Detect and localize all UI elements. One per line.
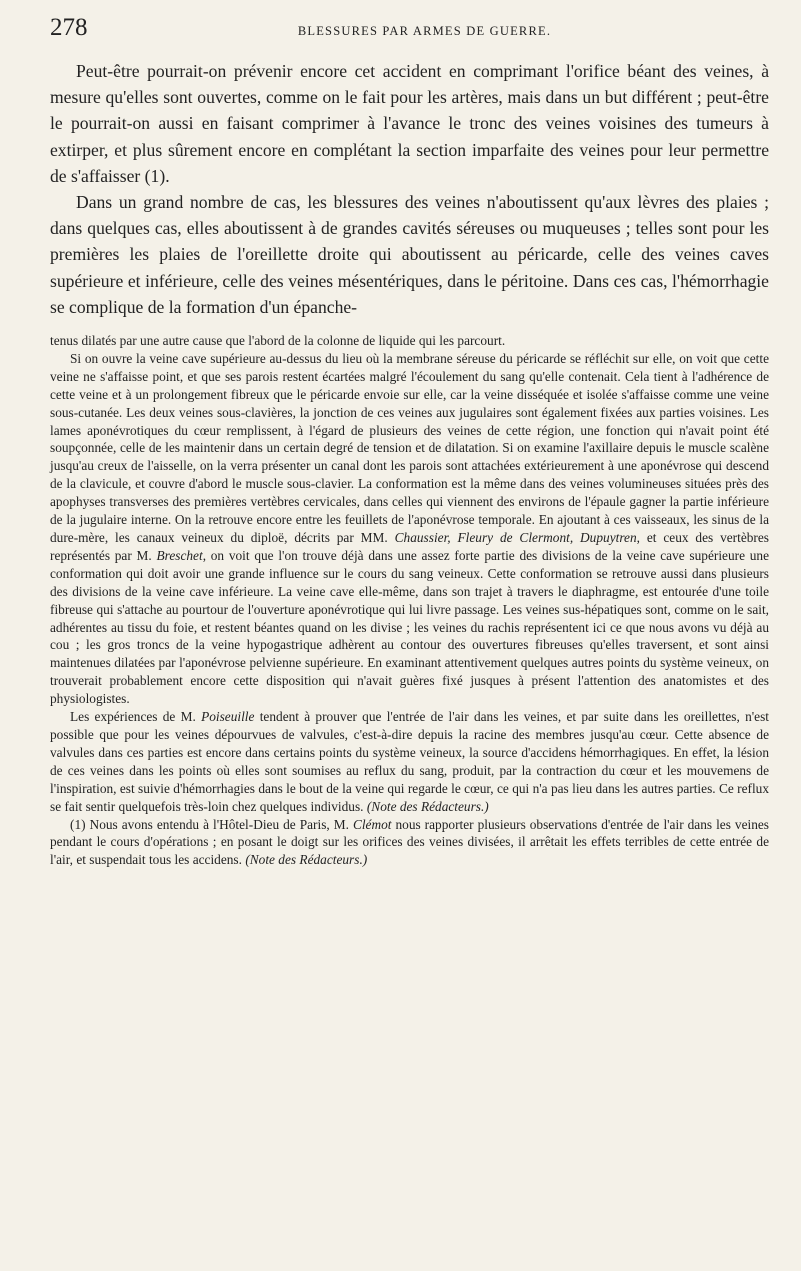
page-number: 278	[50, 14, 88, 41]
footnote-text: Si on ouvre la veine cave supérieure au-dessus du lieu où la membrane séreuse du péricarde se réfléchit sur elle, on voit que cette veine ne s'affaisse point, et que ses parois restent écartées malgré l'écoulement du sang qu'elle contenait. Cela tient à l'adhérence de cette veine et à un prolongement fibreux que le péricarde envoie sur elle, car la veine disséquée et isolée s'affaisse comme une veine sous-cutanée. Les deux veines sous-clavières, la jonction de ces veines aux jugulaires sont également fixées aux parties voisines. Les lames aponévrotiques du cœur remplissent, à l'égard de plusieurs des veines de cette région, une fonction qui n'avait point été soupçonnée, celle de les maintenir dans un certain degré de tension et de dilatation. Si on examine l'axillaire depuis le muscle scalène jusqu'au creux de l'aisselle, on la verra présenter un canal dont les parois sont attachées extérieurement à une aponévrose qui descend de la clavicule, et couvre d'abord le muscle sous-clavier. La conformation est la même dans des veines volumineuses situées près des apophyses transverses des premières vertèbres cervicales, dans celles qui viennent des environs de l'épaule gagner la partie inférieure de la jugulaire interne. On la retrouve encore entre les feuillets de l'aponévrose temporale. En ajoutant à ces vaisseaux, les sinus de la dure-mère, les canaux veineux du diploë, décrits par MM.	[50, 350, 769, 545]
footnote-text: , et ceux des vertèbres représentés par M.	[50, 530, 769, 563]
main-text	[50, 58, 769, 320]
cited-author: Breschet	[156, 547, 203, 563]
footnote-text: tendent à prouver que l'entrée de l'air dans les veines, et par suite dans les oreillettes, n'est possible que pour les veines dépourvues de valvules, c'est-à-dire depuis la racine des membres jusqu'au cœur. Cette absence de valvules dans ces parties est encore dans certains points du système veineux, la source d'accidens hémorrhagiques. En effet, la lésion de ces veines dans les points où elles sont soumises au reflux du sang, produit, par la contraction du cœur et les mouvemens de l'inspiration, est suivie d'hémorrhagies dans le bout de la veine qui regarde le cœur, ce qui n'a pas lieu dans les autres parties. Ce reflux se fait sentir quelquefois très-loin chez quelques individus.	[50, 709, 769, 814]
footnote-1	[50, 816, 769, 870]
cited-author: Poiseuille	[201, 709, 255, 725]
footnote-text: (1) Nous avons entendu à l'Hôtel-Dieu de Paris, M.	[70, 816, 349, 832]
main-paragraph-2: Dans un grand nombre de cas, les blessures des veines n'aboutissent qu'aux lèvres des plaies ; dans quelques cas, elles aboutissent à de grandes cavités séreuses ou muqueuses ; telles sont pour les premières les plaies de l'oreillette droite qui aboutissent au péricarde, celle des veines caves supérieure et inférieure, celle des veines mésentériques, dans le péritoine. Dans ces cas, l'hémorrhagie se complique de la formation d'un épanche-	[50, 192, 769, 317]
note-signature: (Note des Rédacteurs.)	[245, 852, 368, 868]
footnotes	[50, 332, 769, 869]
main-paragraph-1: Peut-être pourrait-on prévenir encore cet accident en comprimant l'orifice béant des veines, à mesure qu'elles sont ouvertes, comme on le fait pour les artères, mais dans un but différent ; peut-être le pourrait-on aussi en faisant comprimer à l'avance le tronc des veines voisines des tumeurs à extirper, et plus sûrement encore en complétant la section imparfaite des veines pour leur permettre de s'affaisser (1).	[50, 61, 769, 186]
cited-authors: Chaussier, Fleury de Clermont, Dupuytren	[394, 530, 637, 545]
footnote-paragraph-1	[50, 350, 769, 708]
page-header	[50, 14, 769, 42]
note-signature: (Note des Rédacteurs.)	[366, 798, 489, 814]
footnote-paragraph-2	[50, 708, 769, 815]
running-head: BLESSURES PAR ARMES DE GUERRE.	[297, 24, 552, 38]
cited-author: Clémot	[352, 816, 392, 832]
footnote-text: , on voit que l'on trouve déjà dans une assez forte partie des divisions de la veine cave supérieure une conformation qui doit avoir une grande influence sur le cours du sang veineux. Cette conformation se retrouve aussi dans plusieurs des divisions de la veine cave inférieure. La veine cave elle-même, dans son trajet à travers le diaphragme, est entourée d'une toile fibreuse qui s'attache au pourtour de l'ouverture aponévrotique qui lui livre passage. Les veines sus-hépatiques sont, comme on le sait, adhérentes au tissu du foie, et restent béantes quand on les divise ; les veines du rachis représentent ici ce que nous avons vu déjà au cou ; les gros troncs de la veine hypogastrique adhèrent au contour des ouvertures fibreuses qu'elles traversent, et sont ainsi maintenues dilatées par l'aponévrose pelvienne supérieure. En examinant attentivement quelques autres points du système veineux, on trouverait probablement encore cette disposition qui n'avait guères fixé jusques à présent l'attention des anatomistes et des physiologistes.	[50, 547, 769, 707]
footnote-continuation: tenus dilatés par une autre cause que l'abord de la colonne de liquide qui les parcourt.	[50, 333, 506, 349]
footnote-text: nous rapporter plusieurs observations d'entrée de l'air dans les veines pendant le cours d'opérations ; en posant le doigt sur les orifices des veines divisées, il arrêtait les effets terribles de cette entrée de l'air, et suspendait tous les accidens.	[50, 816, 769, 868]
footnote-text: Les expériences de M.	[70, 709, 196, 725]
